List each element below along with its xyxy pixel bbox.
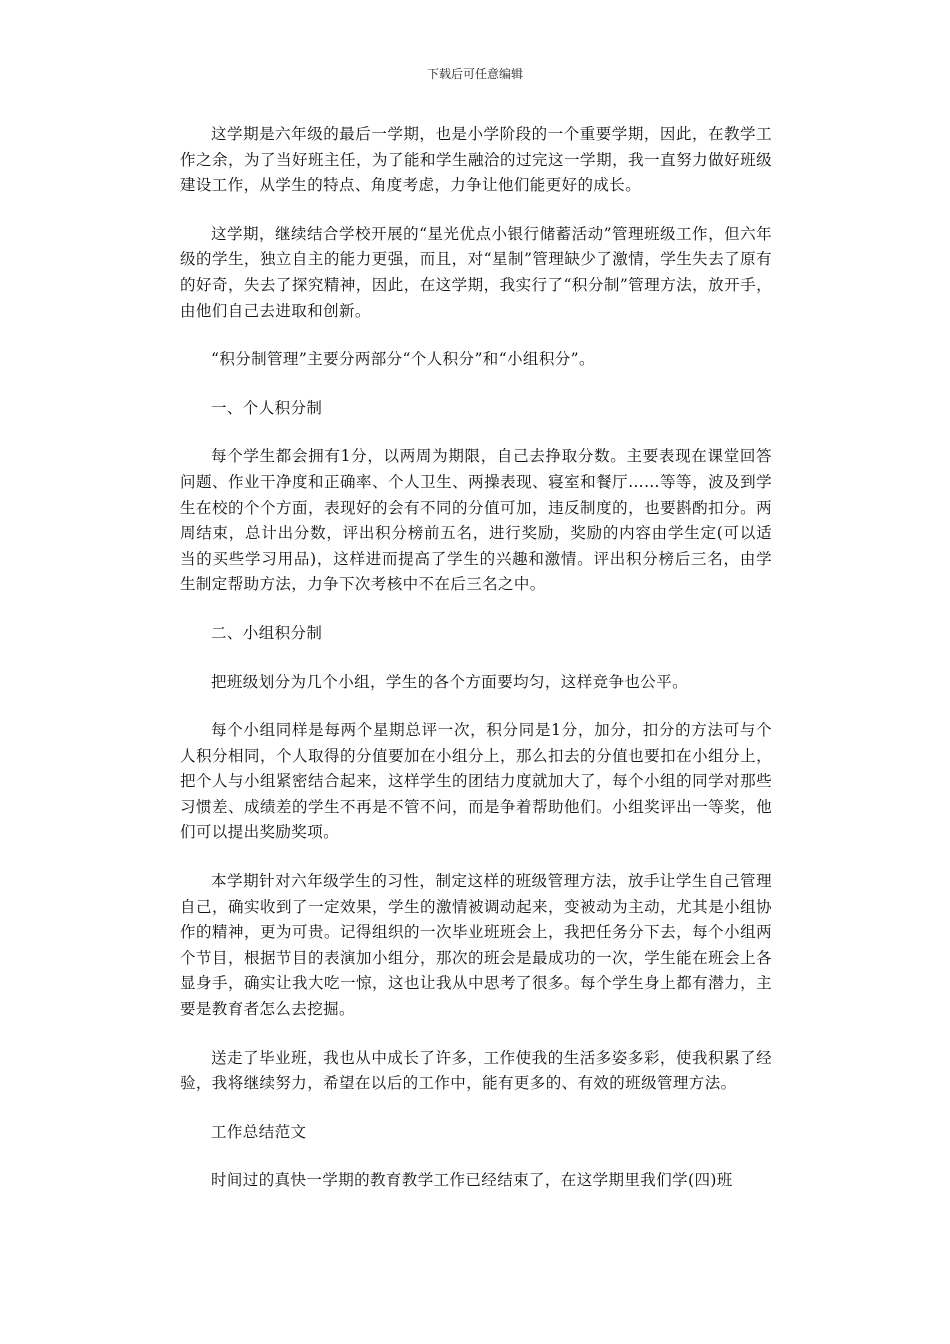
document-body xyxy=(180,122,772,1217)
paragraph-group-points: 每个小组同样是每两个星期总评一次，积分同是1分，加分，扣分的方法可与个人积分相同，个人取得的分值要加在小组分上，那么扣去的分值也要扣在小组分上，把个人与小组紧密结合起来，这样学生的团结力度就加大了，每个小组的同学对那些习惯差、成绩差的学生不再是不管不问，而是争着帮助他们。小组奖评出一等奖，他们可以提出奖励奖项。 xyxy=(180,721,772,842)
paragraph-intro: 这学期是六年级的最后一学期，也是小学阶段的一个重要学期，因此，在教学工作之余，为了当好班主任，为了能和学生融洽的过完这一学期，我一直努力做好班级建设工作，从学生的特点、角度考虑，力争让他们能更好的成长。 xyxy=(180,125,772,195)
section-heading-sample: 工作总结范文 xyxy=(211,1122,307,1141)
paragraph-activity: 这学期，继续结合学校开展的“星光优点小银行储蓄活动”管理班级工作，但六年级的学生，独立自主的能力更强，而且，对“星制”管理缺少了激情，学生失去了原有的好奇，失去了探究精神，因此，在这学期，我实行了“积分制”管理方法，放开手，由他们自己去进取和创新。 xyxy=(180,224,772,320)
page-header: 下载后可任意编辑 xyxy=(426,67,523,81)
paragraph-results: 本学期针对六年级学生的习性，制定这样的班级管理方法，放手让学生自己管理自己，确实收到了一定效果，学生的激情被调动起来，变被动为主动，尤其是小组协作的精神，更为可贵。记得组织的一次毕业班班会上，我把任务分下去，每个小组两个节目，根据节目的表演加小组分，那次的班会是最成功的一次，学生能在班会上各显身手，确实让我大吃一惊，这也让我从中思考了很多。每个学生身上都有潜力，主要是教育者怎么去挖掘。 xyxy=(180,872,772,1019)
paragraph-conclusion: 送走了毕业班，我也从中成长了许多，工作使我的生活多姿多彩，使我积累了经验，我将继续努力，希望在以后的工作中，能有更多的、有效的班级管理方法。 xyxy=(180,1048,772,1093)
section-heading-group: 二、小组积分制 xyxy=(211,623,323,642)
paragraph-individual-points: 每个学生都会拥有1分，以两周为期限，自己去挣取分数。主要表现在课堂回答问题、作业干净度和正确率、个人卫生、两操表现、寝室和餐厅……等等，波及到学生在校的个个方面，表现好的会有不同的分值可加，违反制度的，也要斟酌扣分。两周结束，总计出分数，评出积分榜前五名，进行奖励，奖励的内容由学生定(可以适当的买些学习用品)，这样进而提高了学生的兴趣和激情。评出积分榜后三名，由学生制定帮助方法，力争下次考核中不在后三名之中。 xyxy=(180,447,772,594)
paragraph-points-overview: “积分制管理”主要分两部分“个人积分”和“小组积分”。 xyxy=(211,350,595,369)
paragraph-sample-start: 时间过的真快一学期的教育教学工作已经结束了，在这学期里我们学(四)班 xyxy=(211,1171,733,1190)
section-heading-individual: 一、个人积分制 xyxy=(211,398,323,417)
paragraph-group-division: 把班级划分为几个小组，学生的各个方面要均匀，这样竞争也公平。 xyxy=(211,672,689,691)
